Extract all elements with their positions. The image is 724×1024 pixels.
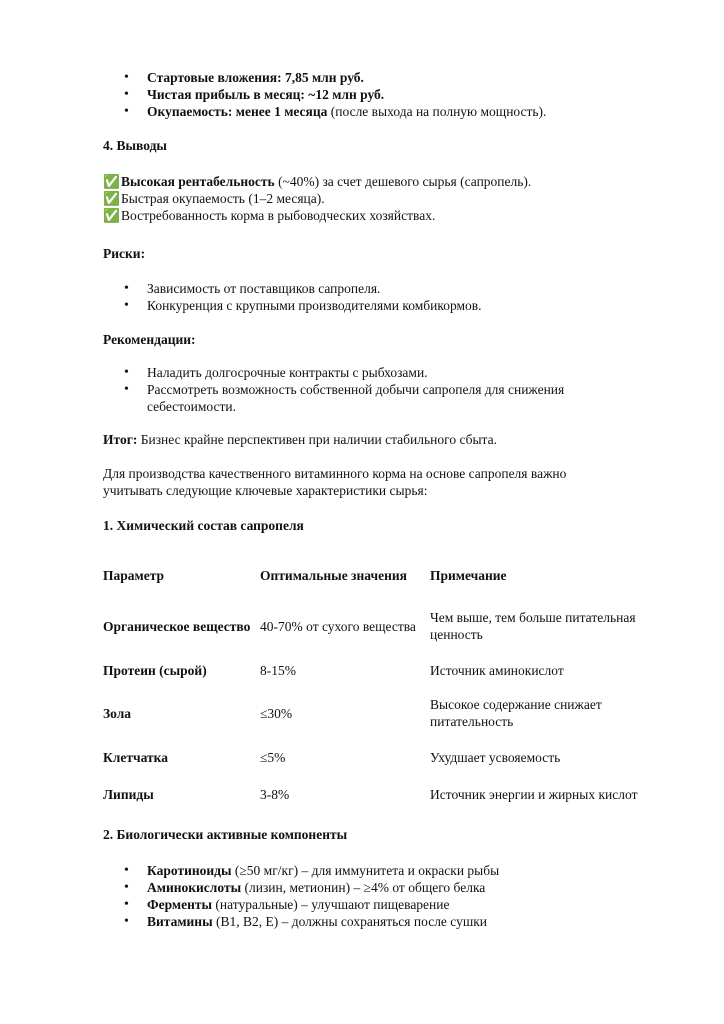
table-row (103, 655, 663, 685)
list-item: • Ферменты (натуральные) – улучшают пищеварение (124, 896, 644, 913)
table-cell: ≤30% (260, 705, 293, 721)
section1-heading: 1. Химический состав сапропеля (103, 518, 304, 533)
list-item: • Окупаемость: менее 1 месяца (после выхода на полную мощность). (124, 103, 644, 120)
conclusions-heading: 4. Выводы (103, 138, 167, 153)
table-row (103, 741, 663, 773)
check-icon: ✅ (103, 174, 120, 189)
list-item: • Витамины (B1, B2, E) – должны сохраняться после сушки (124, 913, 644, 930)
table-cell: Протеин (сырой) (103, 662, 207, 678)
list-item: ✅Высокая рентабельность (~40%) за счет дешевого сырья (сапропель). (103, 174, 532, 189)
check-icon: ✅ (103, 208, 120, 223)
table-cell: Органическое вещество (103, 618, 251, 634)
list-item: ✅Быстрая окупаемость (1–2 месяца). (103, 191, 325, 206)
table-cell: Чем выше, тем больше питательная ценность (430, 610, 636, 642)
list-item: ✅Востребованность корма в рыбоводческих хозяйствах. (103, 208, 436, 223)
table-row (103, 685, 663, 741)
table-cell: 40-70% от сухого вещества (260, 618, 416, 634)
list-item: • Каротиноиды (≥50 мг/кг) – для иммунитета и окраски рыбы (124, 862, 644, 879)
composition-table (103, 553, 663, 815)
list-item: • Чистая прибыль в месяц: ~12 млн руб. (124, 86, 644, 103)
column-header: Параметр (103, 567, 165, 583)
table-cell: ≤5% (260, 749, 286, 765)
table-cell: 8-15% (260, 662, 296, 678)
list-item: • Стартовые вложения: 7,85 млн руб. (124, 69, 644, 86)
components-list (124, 862, 644, 930)
recommendations-heading: Рекомендации: (103, 332, 196, 347)
list-item: • Наладить долгосрочные контракты с рыбхозами. (124, 364, 604, 381)
table-cell: Источник энергии и жирных кислот (430, 786, 638, 802)
summary: Итог: Бизнес крайне перспективен при наличии стабильного сбыта. (103, 432, 497, 447)
list-item: • Конкуренция с крупными производителями комбикормов. (124, 297, 644, 314)
table-header-row (103, 553, 663, 597)
table-row (103, 773, 663, 815)
risks-list (124, 280, 644, 314)
recommendations-list (124, 364, 604, 415)
advantages-list (103, 173, 663, 224)
risks-heading: Риски: (103, 246, 146, 261)
section2-heading: 2. Биологически активные компоненты (103, 827, 348, 842)
list-item: • Зависимость от поставщиков сапропеля. (124, 280, 644, 297)
list-item: • Рассмотреть возможность собственной добычи сапропеля для снижения себестоимости. (124, 381, 604, 415)
table-cell: Клетчатка (103, 749, 168, 765)
table-cell: Источник аминокислот (430, 662, 564, 678)
investment-list (124, 69, 644, 120)
table-cell: Высокое содержание снижает питательность (430, 697, 602, 729)
column-header: Оптимальные значения (260, 567, 407, 583)
list-item: • Аминокислоты (лизин, метионин) – ≥4% от общего белка (124, 879, 644, 896)
table-row (103, 597, 663, 655)
check-icon: ✅ (103, 191, 120, 206)
table-cell: Ухудшает усвояемость (430, 749, 561, 765)
column-header: Примечание (430, 567, 507, 583)
table-cell: Зола (103, 705, 132, 721)
intro-paragraph: Для производства качественного витаминного корма на основе сапропеля важно учитывать следующие ключевые характеристики сырья: (103, 466, 567, 498)
table-cell: Липиды (103, 786, 154, 802)
table-cell: 3-8% (260, 786, 290, 802)
